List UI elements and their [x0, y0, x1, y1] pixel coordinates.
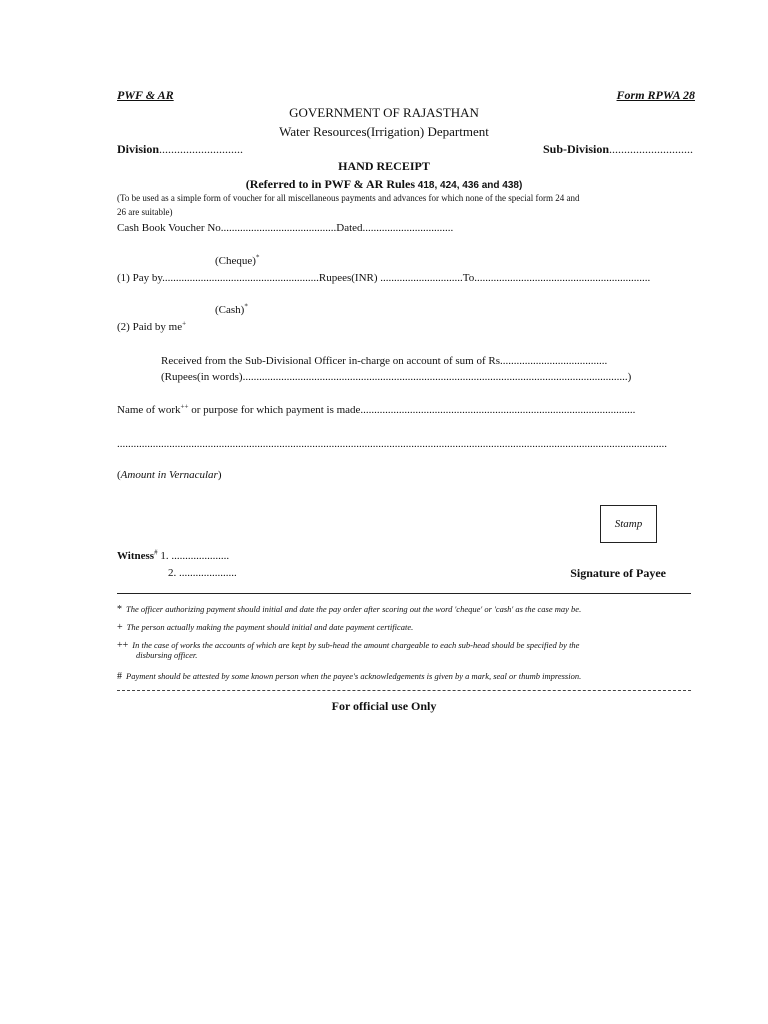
- rules-reference-label: Referred to in PWF & AR Rules: [249, 177, 415, 191]
- footnote-sub-head-continued: disbursing officer.: [136, 650, 198, 660]
- cash-book-voucher-line: Cash Book Voucher No..........................................Dated.................................: [117, 222, 454, 234]
- stamp-box: [600, 505, 657, 543]
- rules-reference-numbers: 418, 424, 436 and 438): [415, 180, 523, 191]
- division-field: [117, 142, 243, 157]
- footnote-authorizing: * The officer authorizing payment should initial and date the pay order after scoring out the word 'cheque' or 'cash' as the case may be.: [117, 604, 582, 615]
- signature-of-payee: Signature of Payee: [570, 566, 666, 580]
- department-title: Water Resources(Irrigation) Department: [279, 124, 489, 139]
- paid-by-me-line: (2) Paid by me+: [117, 319, 187, 333]
- cash-option: (Cash)*: [215, 302, 248, 316]
- form-code-right: Form RPWA 28: [616, 88, 695, 102]
- footnote-sub-head: ++ In the case of works the accounts of which are kept by sub-head the amount chargeable to each sub-head should be specified by the: [117, 640, 580, 651]
- usage-note-line-1: (To be used as a simple form of voucher for all miscellaneous payments and advances for which none of the special form 24 and: [117, 193, 580, 203]
- pay-by-line: (1) Pay by.........................................................Rupees(INR) ..............................To................................................................: [117, 272, 651, 284]
- subdivision-dots: ............................: [609, 142, 693, 156]
- section-divider: [117, 593, 691, 594]
- official-use-divider: [117, 690, 691, 691]
- division-label: Division: [117, 142, 160, 156]
- form-code-left: PWF & AR: [117, 88, 174, 102]
- cheque-option: (Cheque)*: [215, 253, 260, 267]
- subdivision-label: Sub-Division: [542, 142, 609, 156]
- division-dots: ............................: [159, 142, 244, 156]
- amount-in-vernacular: (Amount in Vernacular): [117, 469, 222, 481]
- received-from-line: Received from the Sub-Divisional Officer in-charge on account of sum of Rs.......................................: [161, 355, 608, 367]
- rules-reference: (Referred to in PWF & AR Rules 418, 424, 436 and 438): [245, 177, 523, 191]
- usage-note-line-2: 26 are suitable): [117, 207, 173, 217]
- rupees-in-words-line: (Rupees(in words)............................................................................................................................................): [161, 371, 632, 383]
- footnote-paying-person: + The person actually making the payment should initial and date payment certificate.: [117, 622, 414, 633]
- stamp-label: Stamp: [614, 518, 643, 530]
- name-of-work-line: Name of work++ or purpose for which payment is made....................................................................................................: [117, 402, 636, 416]
- witness-1-line: Witness# 1. .....................: [117, 548, 230, 562]
- witness-label: Witness: [117, 550, 155, 562]
- hand-receipt-title: HAND RECEIPT: [338, 159, 430, 173]
- subdivision-field: [543, 142, 693, 157]
- footnote-attestation: # Payment should be attested by some known person when the payee's acknowledgements is given by a mark, seal or thumb impression.: [117, 671, 582, 682]
- official-use-heading: For official use Only: [331, 699, 437, 713]
- witness-2-line: 2. .....................: [168, 567, 237, 579]
- purpose-blank-line: ........................................................................................................................................................................................................: [117, 438, 667, 450]
- government-title: GOVERNMENT OF RAJASTHAN: [289, 105, 479, 120]
